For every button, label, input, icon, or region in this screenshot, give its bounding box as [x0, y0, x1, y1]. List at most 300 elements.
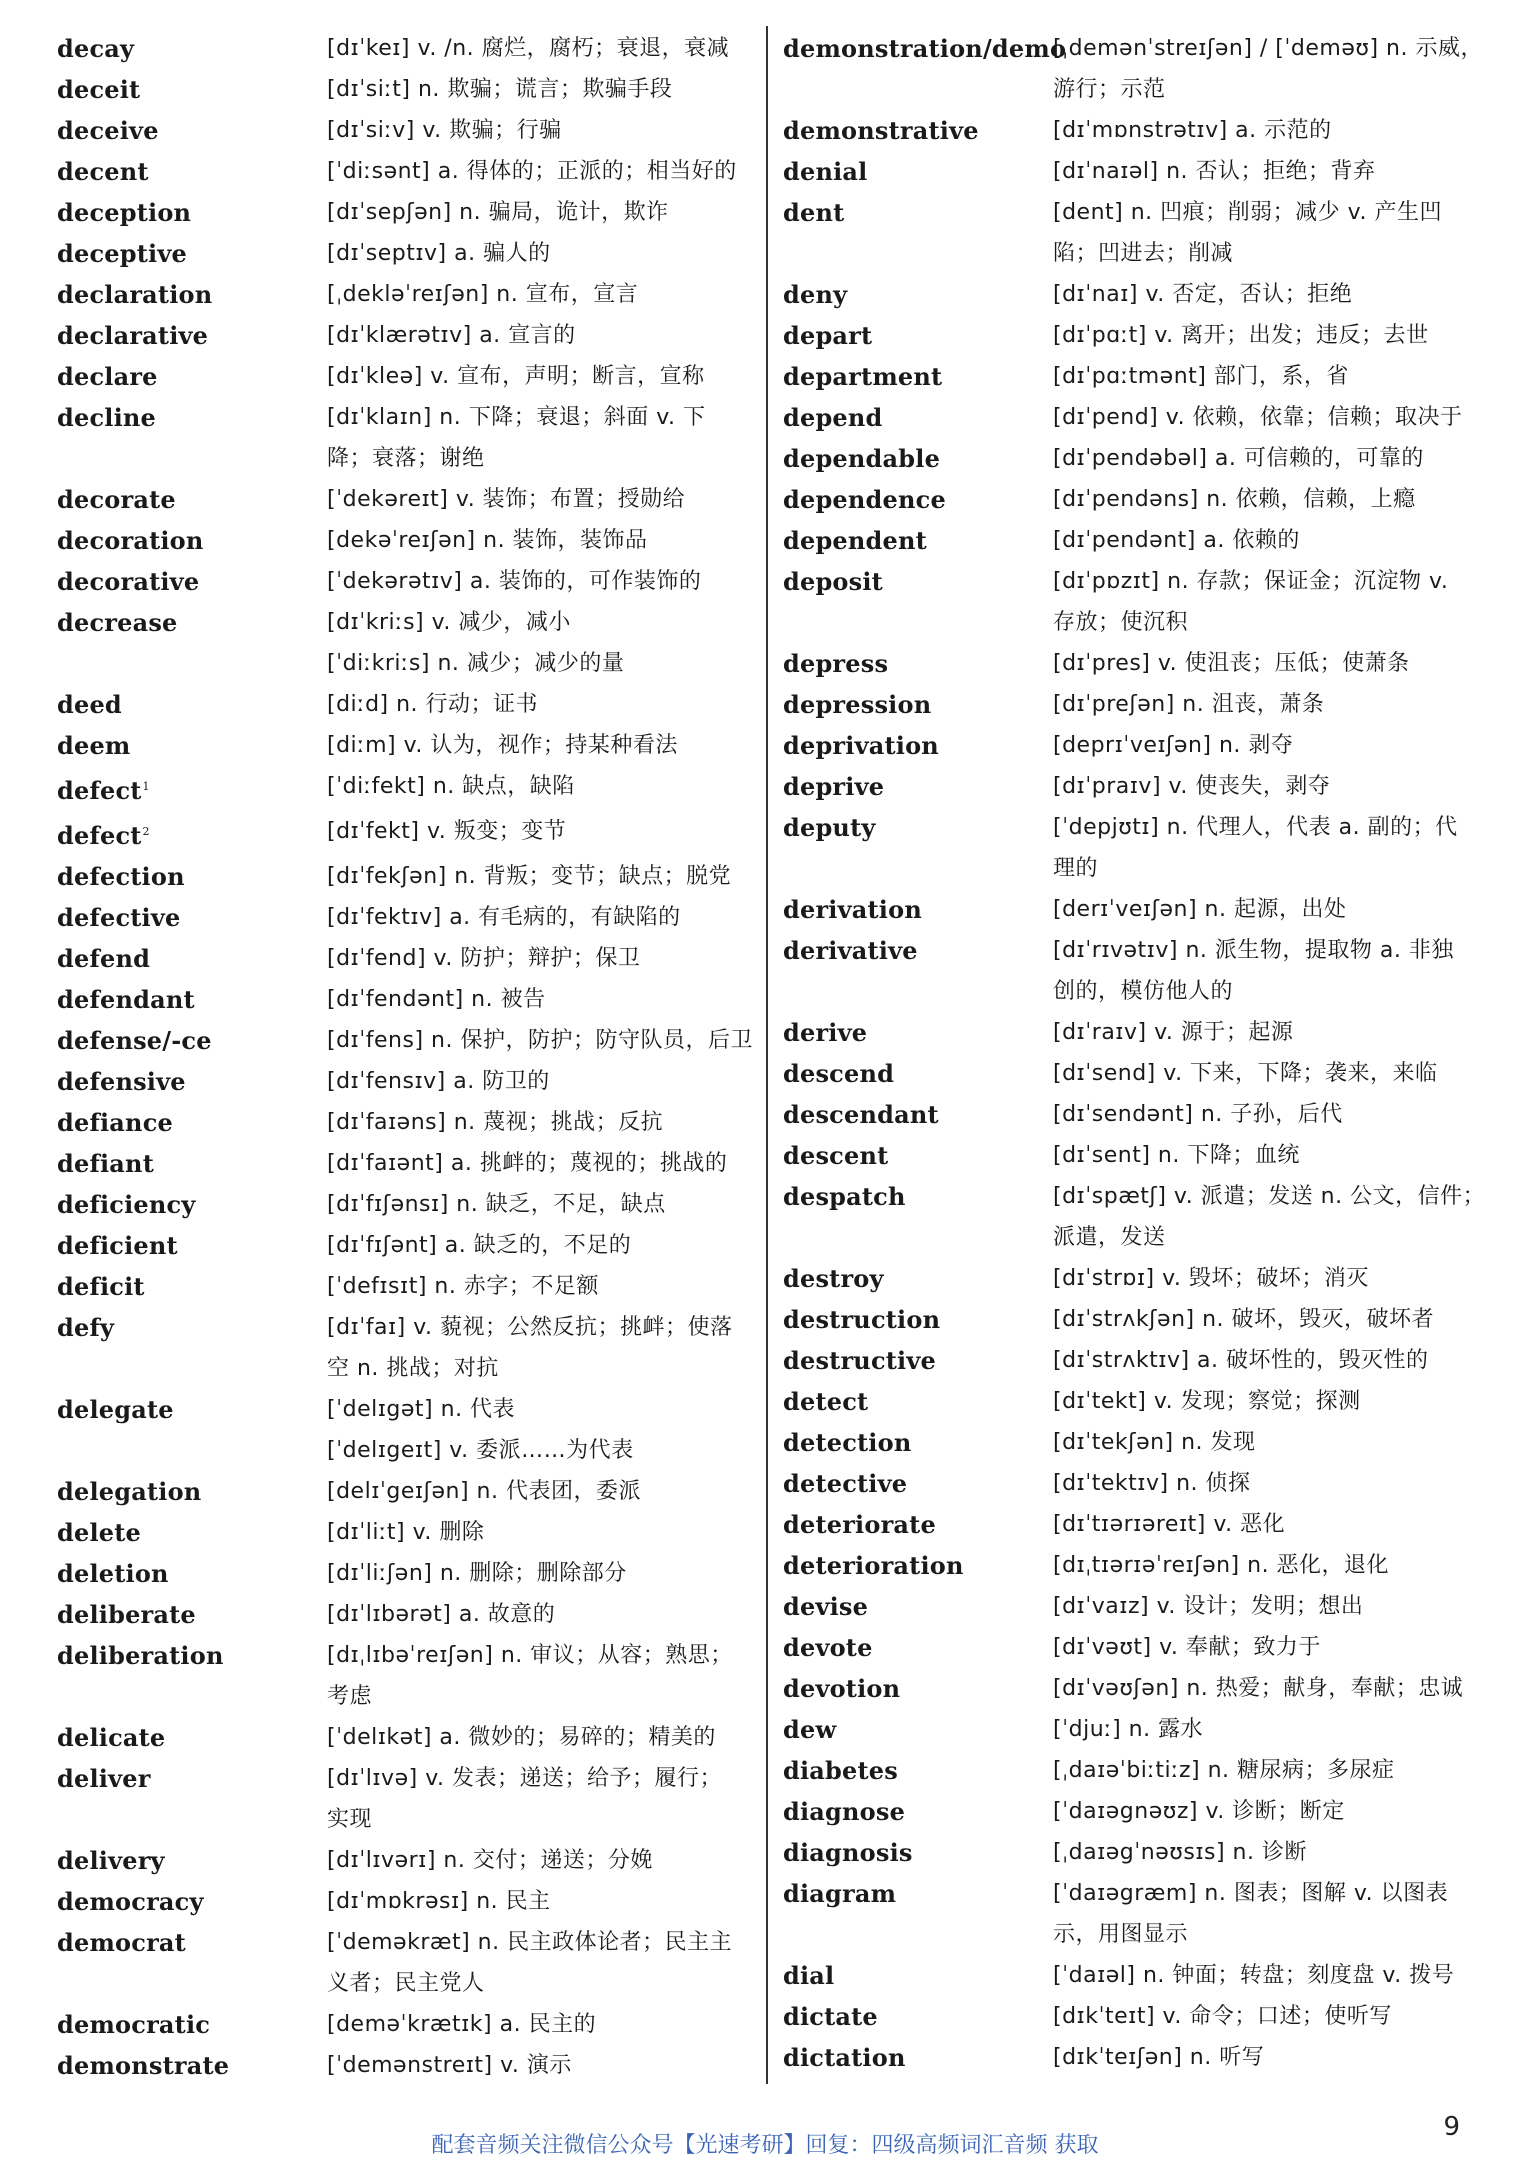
definition: [1053, 1996, 1483, 2037]
headword: [783, 561, 1053, 602]
dictionary-entry: [57, 1307, 757, 1389]
headword-text: dew: [783, 1715, 837, 1744]
definition-line: [dɪˈvəʊʃən] n. 热爱；献身，奉献；忠诚: [1053, 1676, 1464, 1701]
headword-text: dictate: [783, 2002, 878, 2031]
definition-line: [dɪˈvaɪz] v. 设计；发明；想出: [1053, 1594, 1364, 1619]
dictionary-entry: [783, 1996, 1483, 2037]
headword-text: defy: [57, 1313, 115, 1342]
dictionary-entry: [783, 807, 1483, 889]
dictionary-entry: [783, 151, 1483, 192]
definition: [327, 315, 757, 356]
dictionary-entry: [57, 356, 757, 397]
definition-line: [dɪˈkeɪ] v. /n. 腐烂，腐朽；衰退，衰减: [327, 36, 730, 61]
dictionary-entry: [783, 1586, 1483, 1627]
dictionary-entry: [783, 1258, 1483, 1299]
right-column: [783, 28, 1486, 2078]
headword-text: delegate: [57, 1395, 174, 1424]
headword-text: defiant: [57, 1149, 154, 1178]
headword-text: deficit: [57, 1272, 145, 1301]
dictionary-entry: [783, 1504, 1483, 1545]
definition: [1053, 1422, 1483, 1463]
definition: [1053, 1832, 1483, 1873]
headword: [57, 856, 327, 897]
definition: [327, 938, 757, 979]
dictionary-entry: [57, 1389, 757, 1471]
definition-line: [dɪˈfekt] v. 叛变；变节: [327, 819, 567, 844]
headword-text: denial: [783, 157, 868, 186]
headword: [57, 1922, 327, 1963]
dictionary-entry: [57, 315, 757, 356]
dictionary-entry: [783, 1176, 1486, 1258]
headword-text: dent: [783, 198, 845, 227]
definition-line: 理的: [1053, 856, 1099, 881]
definition-line: [ˈdeməkræt] n. 民主政体论者；民主主: [327, 1930, 733, 1955]
headword-text: deny: [783, 280, 848, 309]
definition-line: [dɪkˈteɪt] v. 命令；口述；使听写: [1053, 2004, 1392, 2029]
definition-line: [dɪˈrɪvətɪv] n. 派生物，提取物 a. 非独: [1053, 938, 1454, 963]
definition-line: [dent] n. 凹痕；削弱；减少 v. 产生凹: [1053, 200, 1442, 225]
headword: [57, 1594, 327, 1635]
dictionary-entry: [783, 1463, 1483, 1504]
headword-text: derivative: [783, 936, 918, 965]
dictionary-entry: [57, 1553, 757, 1594]
definition: [327, 2045, 757, 2086]
dictionary-entry: [57, 1143, 757, 1184]
definition: [1053, 930, 1483, 1012]
definition-line: [dɪˈfend] v. 防护；辩护；保卫: [327, 946, 641, 971]
definition-line: [dɪˈstrʌkʃən] n. 破坏，毁灭，破坏者: [1053, 1307, 1435, 1332]
definition-line: [dɪˈfaɪənt] a. 挑衅的；蔑视的；挑战的: [327, 1151, 728, 1176]
dictionary-entry: [57, 1471, 757, 1512]
dictionary-entry: [57, 233, 757, 274]
dictionary-entry: [783, 1340, 1483, 1381]
definition: [327, 151, 757, 192]
headword-text: deteriorate: [783, 1510, 936, 1539]
headword-text: detection: [783, 1428, 912, 1457]
headword-text: defective: [57, 903, 181, 932]
headword: [57, 897, 327, 938]
definition: [1053, 766, 1483, 807]
headword: [57, 1266, 327, 1307]
definition: [327, 233, 757, 274]
definition: [327, 28, 757, 69]
definition-line: [dɪˈraɪv] v. 源于；起源: [1053, 1020, 1294, 1045]
headword-text: dependence: [783, 485, 946, 514]
dictionary-entry: [57, 1061, 757, 1102]
definition-line: 空 n. 挑战；对抗: [327, 1356, 499, 1381]
definition: [1053, 1750, 1483, 1791]
headword: [57, 1061, 327, 1102]
dictionary-entry: [783, 479, 1483, 520]
dictionary-entry: [783, 397, 1483, 438]
headword: [783, 274, 1053, 315]
definition-line: [dɪˈlɪvərɪ] n. 交付；递送；分娩: [327, 1848, 653, 1873]
definition-line: [dɪˈpɑːtmənt] 部门，系，省: [1053, 364, 1349, 389]
dictionary-entry: [57, 192, 757, 233]
dictionary-entry: [57, 979, 757, 1020]
headword: [57, 479, 327, 520]
definition-line: [dɪˈfensɪv] a. 防卫的: [327, 1069, 550, 1094]
headword: [783, 725, 1053, 766]
headword-text: destructive: [783, 1346, 936, 1375]
dictionary-entry: [57, 602, 757, 684]
definition-line: [diːm] v. 认为，视作；持某种看法: [327, 733, 678, 758]
headword: [783, 1463, 1053, 1504]
definition-line: [dɪˈfektɪv] a. 有毛病的，有缺陷的: [327, 905, 681, 930]
definition: [1053, 274, 1483, 315]
headword: [57, 979, 327, 1020]
headword-text: defensive: [57, 1067, 186, 1096]
definition-line: [dɪˈfendənt] n. 被告: [327, 987, 546, 1012]
definition-line: [ˈdiːsənt] a. 得体的；正派的；相当好的: [327, 159, 737, 184]
headword-text: deprive: [783, 772, 885, 801]
headword: [57, 602, 327, 643]
headword-text: descendant: [783, 1100, 939, 1129]
headword-text: derivation: [783, 895, 922, 924]
headword-text: deficient: [57, 1231, 178, 1260]
headword-text: deletion: [57, 1559, 169, 1588]
definition: [1053, 315, 1483, 356]
headword-text: democratic: [57, 2010, 211, 2039]
headword: [57, 1184, 327, 1225]
definition-line: [dɪˈkleə] v. 宣布，声明；断言，宣称: [327, 364, 705, 389]
headword-text: delicate: [57, 1723, 166, 1752]
definition-line: [dɪˈmɒkrəsɪ] n. 民主: [327, 1889, 551, 1914]
headword: [57, 315, 327, 356]
definition-line: [ˌdekləˈreɪʃən] n. 宣布，宣言: [327, 282, 639, 307]
headword: [783, 1545, 1053, 1586]
definition-line: [dɪˈfekʃən] n. 背叛；变节；缺点；脱党: [327, 864, 732, 889]
definition-line: [dɪˈfɪʃənt] a. 缺乏的，不足的: [327, 1233, 632, 1258]
dictionary-entry: [783, 684, 1483, 725]
dictionary-entry: [783, 2037, 1483, 2078]
headword-text: deputy: [783, 813, 876, 842]
headword-text: diagram: [783, 1879, 897, 1908]
definition-line: [dɪˈsepʃən] n. 骗局，诡计，欺诈: [327, 200, 669, 225]
headword: [783, 1504, 1053, 1545]
definition-line: 派遣，发送: [1053, 1225, 1166, 1250]
definition-line: [delɪˈgeɪʃən] n. 代表团，委派: [327, 1479, 641, 1504]
headword: [57, 1512, 327, 1553]
definition-line: [ˈdiːkriːs] n. 减少；减少的量: [327, 651, 625, 676]
definition: [327, 766, 757, 807]
headword-text: detect: [783, 1387, 869, 1416]
definition: [1053, 807, 1483, 889]
headword: [783, 1176, 1053, 1217]
definition: [1053, 1545, 1483, 1586]
definition-line: [dɪˈfens] n. 保护，防护；防守队员，后卫: [327, 1028, 753, 1053]
definition: [1053, 356, 1483, 397]
dictionary-entry: [783, 930, 1483, 1012]
dictionary-entry: [57, 897, 757, 938]
definition: [1053, 110, 1483, 151]
headword-text: deliberate: [57, 1600, 196, 1629]
dictionary-entry: [57, 28, 757, 69]
dictionary-entry: [783, 315, 1483, 356]
definition-line: [dɪˈpreʃən] n. 沮丧，萧条: [1053, 692, 1325, 717]
definition: [1053, 1381, 1483, 1422]
headword-text: decent: [57, 157, 149, 186]
definition: [327, 602, 757, 684]
definition: [327, 811, 757, 852]
headword: [783, 479, 1053, 520]
headword: [783, 1135, 1053, 1176]
headword-text: defiance: [57, 1108, 173, 1137]
definition: [1053, 1586, 1483, 1627]
definition-line: [dɪˈliːt] v. 删除: [327, 1520, 485, 1545]
headword-text: deterioration: [783, 1551, 964, 1580]
headword-text: department: [783, 362, 943, 391]
definition-line: [dɪˈlɪvə] v. 发表；递送；给予；履行；: [327, 1766, 722, 1791]
headword: [783, 1094, 1053, 1135]
definition-line: [dɪˈliːʃən] n. 删除；删除部分: [327, 1561, 627, 1586]
definition: [327, 69, 757, 110]
definition: [327, 274, 757, 315]
headword-text: devotion: [783, 1674, 901, 1703]
definition: [1053, 2037, 1483, 2078]
dictionary-entry: [783, 766, 1483, 807]
headword: [57, 1635, 327, 1676]
definition-line: 义者；民主党人: [327, 1971, 485, 1996]
headword: [783, 930, 1053, 971]
definition-line: [ˈdekərətɪv] a. 装饰的，可作装饰的: [327, 569, 702, 594]
definition-line: 示，用图显示: [1053, 1922, 1189, 1947]
dictionary-entry: [57, 811, 757, 856]
definition-line: [ˈdepjʊtɪ] n. 代理人，代表 a. 副的；代: [1053, 815, 1458, 840]
definition-line: [dɪˈtekt] v. 发现；察觉；探测: [1053, 1389, 1361, 1414]
headword-text: defection: [57, 862, 185, 891]
definition: [1053, 1627, 1483, 1668]
dictionary-entry: [57, 2004, 757, 2045]
headword-text: declarative: [57, 321, 209, 350]
headword-text: dependent: [783, 526, 927, 555]
headword: [783, 1381, 1053, 1422]
definition-line: [ˈdelɪgət] n. 代表: [327, 1397, 516, 1422]
definition-line: 陷；凹进去；削减: [1053, 241, 1234, 266]
headword-text: defect: [57, 821, 142, 850]
definition: [327, 1102, 757, 1143]
definition-line: [derɪˈveɪʃən] n. 起源，出处: [1053, 897, 1347, 922]
definition: [327, 1389, 757, 1471]
definition: [327, 1594, 757, 1635]
definition: [327, 979, 757, 1020]
headword: [57, 684, 327, 725]
dictionary-entry: [783, 438, 1483, 479]
definition: [327, 725, 757, 766]
definition-line: 创的，模仿他人的: [1053, 979, 1234, 1004]
definition-line: [dɪˈlɪbərət] a. 故意的: [327, 1602, 556, 1627]
definition-line: [dɪˈpɑːt] v. 离开；出发；违反；去世: [1053, 323, 1429, 348]
headword-text: decoration: [57, 526, 204, 555]
headword: [57, 766, 327, 811]
definition: [1053, 1012, 1483, 1053]
definition-line: [ˈdemənstreɪt] v. 演示: [327, 2053, 572, 2078]
definition-line: [dɪˈtekʃən] n. 发现: [1053, 1430, 1256, 1455]
dictionary-entry: [783, 725, 1483, 766]
headword-text: deposit: [783, 567, 883, 596]
dictionary-entry: [783, 1381, 1483, 1422]
definition-line: [ˈdaɪəgnəʊz] v. 诊断；断定: [1053, 1799, 1345, 1824]
headword: [57, 274, 327, 315]
definition-line: [ˈdaɪəl] n. 钟面；转盘；刻度盘 v. 拨号: [1053, 1963, 1455, 1988]
headword-text: dial: [783, 1961, 835, 1990]
headword-text: defend: [57, 944, 151, 973]
definition: [327, 684, 757, 725]
dictionary-entry: [57, 274, 757, 315]
headword-text: devise: [783, 1592, 869, 1621]
definition-line: [dɪˈklærətɪv] a. 宣言的: [327, 323, 576, 348]
headword: [57, 1881, 327, 1922]
headword: [783, 2037, 1053, 2078]
dictionary-entry: [783, 192, 1483, 274]
headword-text: despatch: [783, 1182, 906, 1211]
definition: [327, 897, 757, 938]
definition: [1053, 192, 1483, 274]
dictionary-entry: [783, 1750, 1483, 1791]
definition: [327, 192, 757, 233]
definition: [1053, 28, 1483, 110]
definition-line: [deməˈkrætɪk] a. 民主的: [327, 2012, 597, 2037]
definition-line: 存放；使沉积: [1053, 610, 1189, 635]
headword-text: depression: [783, 690, 932, 719]
dictionary-entry: [57, 1717, 757, 1758]
dictionary-entry: [57, 561, 757, 602]
dictionary-entry: [57, 725, 757, 766]
headword-text: defense/-ce: [57, 1026, 212, 1055]
definition: [1053, 643, 1483, 684]
definition-line: [dɪˈsend] v. 下来，下降；袭来，来临: [1053, 1061, 1438, 1086]
definition: [327, 397, 757, 479]
dictionary-entry: [783, 1545, 1483, 1586]
dictionary-entry: [57, 938, 757, 979]
headword-text: derive: [783, 1018, 868, 1047]
headword: [57, 110, 327, 151]
homonym-index: 1: [142, 780, 150, 793]
dictionary-entry: [783, 1135, 1483, 1176]
definition: [1053, 1504, 1483, 1545]
dictionary-entry: [783, 1955, 1483, 1996]
definition-line: [ˈdekəreɪt] v. 装饰；布置；授勋给: [327, 487, 686, 512]
definition: [327, 1471, 757, 1512]
headword: [783, 110, 1053, 151]
definition-line: [dɪˈklaɪn] n. 下降；衰退；斜面 v. 下: [327, 405, 706, 430]
definition-line: [dɪˈpres] v. 使沮丧；压低；使萧条: [1053, 651, 1410, 676]
headword-text: destroy: [783, 1264, 884, 1293]
headword: [783, 1955, 1053, 1996]
headword-text: delete: [57, 1518, 141, 1547]
headword: [783, 1709, 1053, 1750]
definition-line: [dɪˈstrɒɪ] v. 毁坏；破坏；消灭: [1053, 1266, 1369, 1291]
headword: [783, 1750, 1053, 1791]
dictionary-entry: [783, 1832, 1483, 1873]
definition-line: [dɪˈpraɪv] v. 使丧失，剥夺: [1053, 774, 1331, 799]
headword: [783, 1299, 1053, 1340]
definition: [327, 1840, 757, 1881]
definition: [1053, 1955, 1483, 1996]
dictionary-entry: [783, 1422, 1483, 1463]
definition: [1053, 397, 1483, 438]
headword: [57, 28, 327, 69]
headword-text: deliberation: [57, 1641, 224, 1670]
headword-text: deceit: [57, 75, 141, 104]
definition: [327, 1225, 757, 1266]
definition-line: [ˌdaɪəˈbiːtiːz] n. 糖尿病；多尿症: [1053, 1758, 1395, 1783]
definition: [327, 1020, 757, 1061]
headword: [783, 520, 1053, 561]
headword-text: demonstration/demo: [783, 34, 1067, 63]
definition: [1053, 1340, 1483, 1381]
dictionary-entry: [783, 1873, 1483, 1955]
dictionary-entry: [783, 110, 1483, 151]
definition: [327, 1717, 757, 1758]
definition-line: [dɪˈsendənt] n. 子孙，后代: [1053, 1102, 1343, 1127]
headword-text: deed: [57, 690, 122, 719]
headword: [783, 28, 1067, 69]
definition: [327, 479, 757, 520]
dictionary-entry: [57, 766, 757, 811]
headword-text: decorate: [57, 485, 176, 514]
headword: [57, 561, 327, 602]
definition: [327, 856, 757, 897]
headword: [57, 233, 327, 274]
headword-text: deceive: [57, 116, 159, 145]
dictionary-entry: [783, 1053, 1483, 1094]
definition: [327, 1553, 757, 1594]
headword-text: delegation: [57, 1477, 202, 1506]
headword: [783, 1627, 1053, 1668]
headword: [783, 643, 1053, 684]
definition-line: [dɪˈmɒnstrətɪv] a. 示范的: [1053, 118, 1332, 143]
dictionary-entry: [783, 1668, 1483, 1709]
definition: [1053, 151, 1483, 192]
definition-line: [dɪˈfaɪ] v. 藐视；公然反抗；挑衅；使落: [327, 1315, 733, 1340]
definition-line: [dɪˈpendənt] a. 依赖的: [1053, 528, 1300, 553]
definition-line: [dɪˈpɒzɪt] n. 存款；保证金；沉淀物 v.: [1053, 569, 1449, 594]
headword: [57, 2004, 327, 2045]
headword-text: dictation: [783, 2043, 906, 2072]
homonym-index: 2: [142, 825, 150, 838]
page-number: 9: [1443, 2112, 1460, 2142]
definition-line: [dɪkˈteɪʃən] n. 听写: [1053, 2045, 1265, 2070]
definition-line: [dɪˌtɪərɪəˈreɪʃən] n. 恶化，退化: [1053, 1553, 1390, 1578]
headword-text: deceptive: [57, 239, 187, 268]
definition: [327, 1266, 757, 1307]
definition-line: [dɪˈpend] v. 依赖，依靠；信赖；取决于: [1053, 405, 1463, 430]
definition: [1053, 479, 1483, 520]
headword: [57, 69, 327, 110]
definition: [1053, 561, 1483, 643]
definition-line: 实现: [327, 1807, 373, 1832]
headword-text: dependable: [783, 444, 941, 473]
definition: [1053, 1709, 1483, 1750]
definition: [327, 1635, 757, 1717]
footer-note: 配套音频关注微信公众号【光速考研】回复：四级高频词汇音频 获取: [431, 2133, 1099, 2158]
dictionary-entry: [783, 520, 1483, 561]
definition: [1053, 1258, 1483, 1299]
definition-line: [dɪˈpendəns] n. 依赖，信赖，上瘾: [1053, 487, 1416, 512]
definition-line: [dɪˈsiːv] v. 欺骗；行骗: [327, 118, 562, 143]
dictionary-entry: [783, 1012, 1483, 1053]
headword: [57, 938, 327, 979]
headword: [57, 1717, 327, 1758]
dictionary-entry: [783, 1094, 1483, 1135]
dictionary-entry: [783, 1627, 1483, 1668]
headword-text: deprivation: [783, 731, 939, 760]
dictionary-entry: [57, 1881, 757, 1922]
dictionary-entry: [57, 151, 757, 192]
headword: [57, 1840, 327, 1881]
headword: [783, 1422, 1053, 1463]
